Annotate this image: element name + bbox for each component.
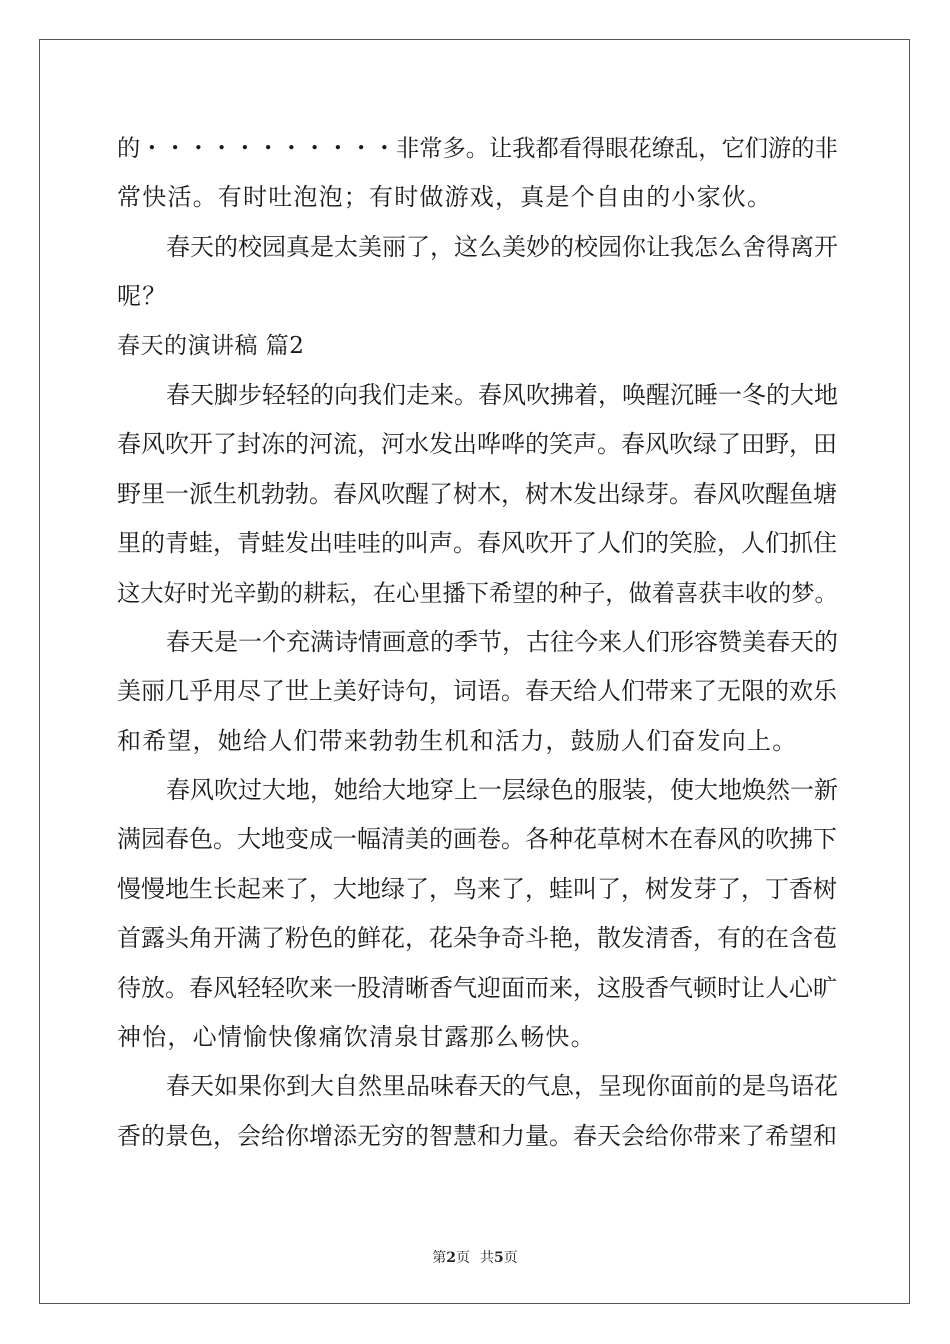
text-line: 待放。春风轻轻吹来一股清晰香气迎面而来，这股香气顿时让人心旷 <box>117 973 837 1002</box>
text-line: 呢？ <box>117 282 168 311</box>
text-line: 春风吹开了封冻的河流，河水发出哗哗的笑声。春风吹绿了田野，田 <box>117 430 837 459</box>
text-line: 常快活。有时吐泡泡；有时做游戏，真是个自由的小家伙。 <box>117 183 773 212</box>
footer-page-number: 2 <box>446 1250 456 1266</box>
text-line: 慢慢地生长起来了，大地绿了，鸟来了，蛙叫了，树发芽了，丁香树 <box>117 874 837 903</box>
section-heading: 春天的演讲稿 篇2 <box>117 332 305 359</box>
page-footer <box>0 1249 950 1267</box>
text-line: 春天的校园真是太美丽了，这么美妙的校园你让我怎么舍得离开 <box>166 232 838 261</box>
footer-page-prefix: 第 <box>432 1250 447 1266</box>
footer-total-suffix: 页 <box>503 1250 518 1266</box>
footer-total-pages: 5 <box>494 1250 504 1266</box>
text-line: 的・・・・・・・・・・・非常多。让我都看得眼花缭乱，它们游的非 <box>117 135 838 162</box>
text-line: 香的景色，会给你增添无穷的智慧和力量。春天会给你带来了希望和 <box>117 1121 837 1150</box>
text-line: 春天脚步轻轻的向我们走来。春风吹拂着，唤醒沉睡一冬的大地 <box>166 380 838 409</box>
text-line: 美丽几乎用尽了世上美好诗句，词语。春天给人们带来了无限的欢乐 <box>117 677 837 706</box>
text-line: 神怡，心情愉快像痛饮清泉甘露那么畅快。 <box>117 1023 596 1052</box>
text-line: 满园春色。大地变成一幅清美的画卷。各种花草树木在春风的吹拂下 <box>117 825 837 854</box>
footer-page-suffix: 页 <box>456 1250 470 1266</box>
text-line: 春天是一个充满诗情画意的季节，古往今来人们形容赞美春天的 <box>166 627 838 656</box>
text-line: 野里一派生机勃勃。春风吹醒了树木，树木发出绿芽。春风吹醒鱼塘 <box>117 479 837 508</box>
footer-total-prefix: 共 <box>480 1250 494 1266</box>
text-line: 这大好时光辛勤的耕耘，在心里播下希望的种子，做着喜获丰收的梦。 <box>117 579 838 607</box>
text-line: 春天如果你到大自然里品味春天的气息，呈现你面前的是鸟语花 <box>166 1072 838 1101</box>
document-body <box>117 124 842 1161</box>
text-line: 春风吹过大地，她给大地穿上一层绿色的服装，使大地焕然一新 <box>166 776 838 805</box>
text-line: 首露头角开满了粉色的鲜花，花朵争奇斗艳，散发清香，有的在含苞 <box>117 924 837 953</box>
text-line: 和希望，她给人们带来勃勃生机和活力，鼓励人们奋发向上。 <box>117 726 798 755</box>
text-line: 里的青蛙，青蛙发出哇哇的叫声。春风吹开了人们的笑脸，人们抓住 <box>117 529 837 558</box>
